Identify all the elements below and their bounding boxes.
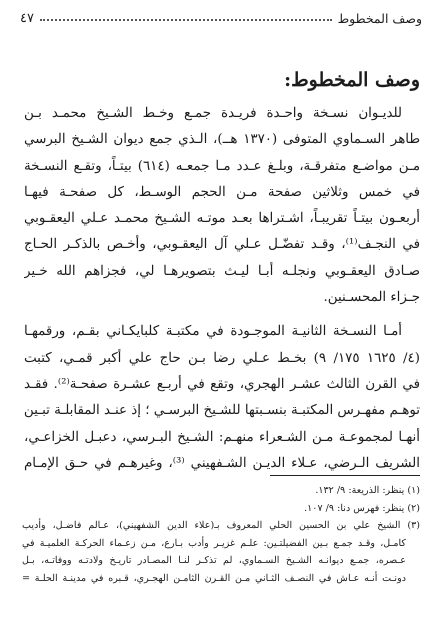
paragraph2-line: توهـم مفهـرس المكتبـة بنسـبتها للشـيخ البرسـي ؛ إذ عنـد المقابلـة تبـين — [24, 403, 420, 419]
paragraph1-line: صـادق اليعقـوبي ونجلـه أبـا ليـث بتصويرهـا لي، فجزاهم الله خـير — [24, 263, 420, 279]
footnote-3-continuation: دونـت أنـه عـاش في النصـف الثـاني مـن القـرن الثامـن الهجـري، قـبره في مدينـة الحلـة = — [22, 572, 406, 584]
paragraph1-line: في النجـف⁽¹⁾، وقـد تفضّـل عـلي آل اليعقـوبي، وأخـص بالذكـر الحـاج — [24, 237, 420, 253]
paragraph1-line: مـن مواضـع متفرقـة، وبلـغ عـدد مـا جمعـه (٦١٤) بيتـاً، وتقـع النسـخة — [24, 158, 420, 174]
footnote-3: (٣) الشيخ علي بن الحسين الحلي المعروف بـ(علاء الدين الشفهيني)، عـالم فاضـل، وأديب — [22, 520, 420, 531]
footnotes — [22, 475, 420, 587]
page-number: ٤٧ — [20, 10, 34, 26]
paragraph1-line: في خمس وثلاثين صفحة مـن الحجم الوسـط، كل صفحـة فيهـا — [24, 184, 420, 200]
paragraph-gap — [24, 311, 420, 319]
paragraph1-line: أربعـون بيتـاً تقريبـاً، اشـتراها بعـد موتـه الشـيخ محمـد عـلي اليعقـوبي — [24, 211, 420, 227]
footnote-3-continuation: كامـل، وقـد جمـع بـين الفضيلتـين: علـم غزيـر وأدب بـارع، مـن زعـماء الحركـة العلميـة في — [22, 537, 406, 549]
footnote-2: (٢) ينظر: فهرس دنا: ٩/ ١٠٧. — [304, 502, 420, 514]
paragraph2-line: أمـا النسـخة الثانيـة الموجـودة في مكتبـة كلبايكـاني بقـم، ورقمهـا — [24, 324, 402, 340]
header-dotted-leader — [40, 19, 332, 21]
footnote-3-continuation: عـصره، جمـع ديوانـه الشـيخ السـماوي، لم تذكـر لنـا المصـادر تاريـخ ولادتـه ووفاتـه، بـل — [22, 555, 406, 566]
paragraph1-line: طاهر السـماوي المتوفى (١٣٧٠ هــ)، الـذي جمع ديوان الشـيخ البرسي — [24, 132, 420, 148]
paragraph1-line: جـزاء المحسـنين. — [323, 290, 420, 306]
section-heading: وصف المخطوط: — [284, 69, 420, 91]
paragraph2-line: الشريف الـرضي، عـلاء الديـن الشـفهيني ⁽³⁾، وغيرهـم في حـق الإمـام — [24, 455, 420, 471]
paragraph2-line: (٤/ ١٦٢٥ ١٧٥/ ٩) بخـط عـلي رضا بـن حاج علي أكبر قمـي، كتبت — [24, 350, 420, 366]
footnote-rule — [270, 475, 420, 476]
running-header — [20, 6, 422, 30]
running-title: وصف المخطوط — [337, 10, 422, 26]
footnote-1: (١) ينظر: الذريعة: ٩/ ١٣٢. — [315, 485, 420, 496]
paragraph2-line: أنهـا لمجموعـة مـن الشـعراء منهـم: الشـيخ البـرسي، دعبـل الخزاعـي، — [24, 429, 420, 445]
main-text — [24, 65, 420, 477]
paragraph1-line: للديـوان نسـخة واحـدة فريـدة جمـع وخـط الشـيخ محمـد بـن — [24, 106, 402, 121]
paragraph2-line: في القرن الثالث عشـر الهجري، وتقع في أربـع عشـرة صفحـة⁽²⁾. فقـد — [24, 376, 420, 392]
